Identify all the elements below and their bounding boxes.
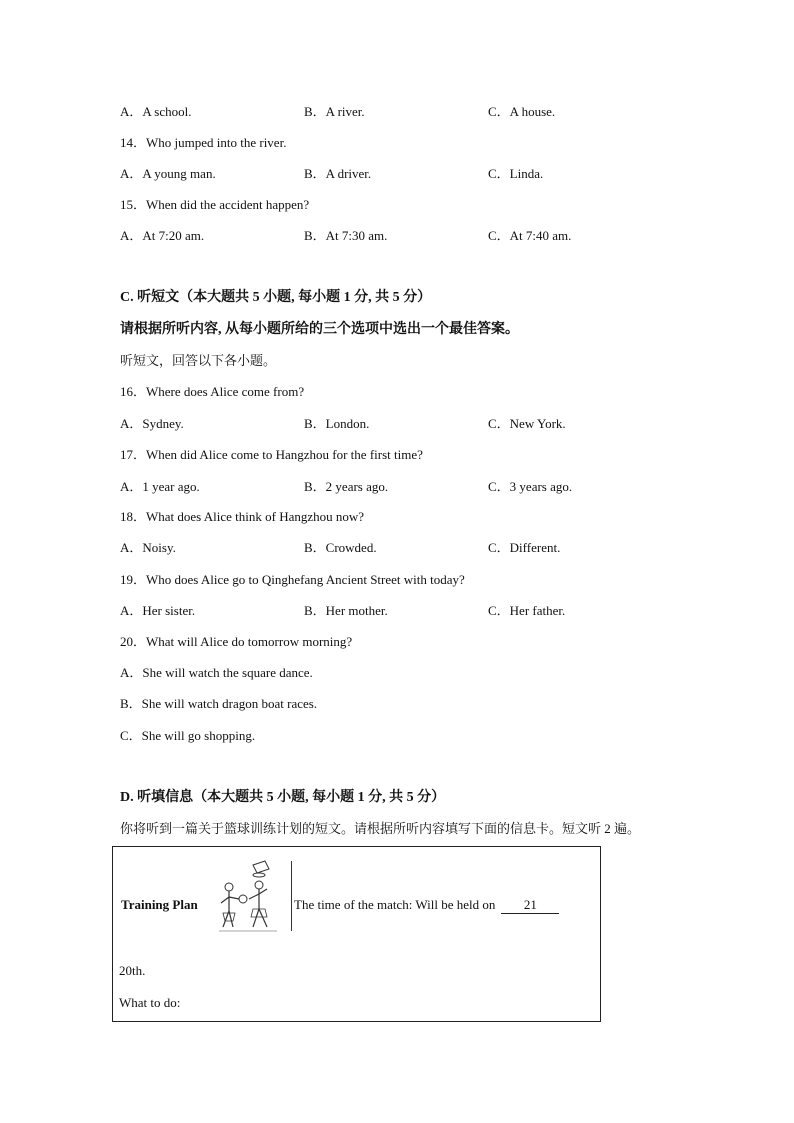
- q18-option-b: B．Crowded.: [304, 540, 377, 555]
- section-c-title: C. 听短文（本大题共 5 小题, 每小题 1 分, 共 5 分）: [120, 290, 432, 305]
- q19-option-c: C．Her father.: [488, 603, 566, 618]
- q16-option-c: C．New York.: [488, 416, 566, 431]
- match-time-field: [294, 897, 559, 914]
- q19-option-a: A．Her sister.: [120, 603, 196, 618]
- q14-option-c: C．Linda.: [488, 166, 544, 181]
- q19-option-b: B．Her mother.: [304, 603, 388, 618]
- section-c-sub-instruction: 听短文，回答以下各小题。: [120, 353, 277, 368]
- q13-option-a: A．A school.: [120, 104, 192, 119]
- q16-option-b: B．London.: [304, 416, 370, 431]
- q15-stem: 15．When did the accident happen?: [120, 197, 310, 212]
- q17-stem: 17．When did Alice come to Hangzhou for the first time?: [120, 447, 423, 462]
- q20-option-b: B．She will watch dragon boat races.: [120, 696, 318, 711]
- q19-stem: 19．Who does Alice go to Qinghefang Ancient Street with today?: [120, 572, 465, 587]
- basketball-players-illustration: [217, 859, 287, 939]
- q16-stem: 16．Where does Alice come from?: [120, 384, 305, 399]
- what-to-do-label: What to do:: [119, 995, 181, 1010]
- q18-stem: 18．What does Alice think of Hangzhou now?: [120, 509, 365, 524]
- q17-option-c: C．3 years ago.: [488, 479, 573, 494]
- q20-option-a: A．She will watch the square dance.: [120, 665, 313, 680]
- q17-option-a: A．1 year ago.: [120, 479, 200, 494]
- q14-option-a: A．A young man.: [120, 166, 216, 181]
- q17-option-b: B．2 years ago.: [304, 479, 389, 494]
- q13-option-b: B．A river.: [304, 104, 365, 119]
- q16-option-a: A．Sydney.: [120, 416, 184, 431]
- match-date-suffix: 20th.: [119, 963, 146, 978]
- q18-option-a: A．Noisy.: [120, 540, 176, 555]
- card-title: Training Plan: [121, 897, 198, 912]
- q15-option-b: B．At 7:30 am.: [304, 228, 388, 243]
- q13-option-c: C．A house.: [488, 104, 556, 119]
- q20-option-c: C．She will go shopping.: [120, 728, 256, 743]
- q18-option-c: C．Different.: [488, 540, 561, 555]
- match-time-label: The time of the match: Will be held on: [294, 897, 496, 912]
- q15-option-a: A．At 7:20 am.: [120, 228, 205, 243]
- q15-option-c: C．At 7:40 am.: [488, 228, 572, 243]
- q20-stem: 20．What will Alice do tomorrow morning?: [120, 634, 353, 649]
- q14-option-b: B．A driver.: [304, 166, 372, 181]
- section-c-instruction: 请根据所听内容, 从每小题所给的三个选项中选出一个最佳答案。: [120, 322, 519, 337]
- section-d-title: D. 听填信息（本大题共 5 小题, 每小题 1 分, 共 5 分）: [120, 790, 446, 805]
- training-plan-card: [112, 846, 601, 1022]
- answer-blank-21[interactable]: 21: [501, 897, 559, 914]
- section-d-instruction: 你将听到一篇关于篮球训练计划的短文。请根据所听内容填写下面的信息卡。短文听 2 遍。: [120, 821, 641, 836]
- card-divider: [291, 861, 292, 931]
- q14-stem: 14．Who jumped into the river.: [120, 135, 287, 150]
